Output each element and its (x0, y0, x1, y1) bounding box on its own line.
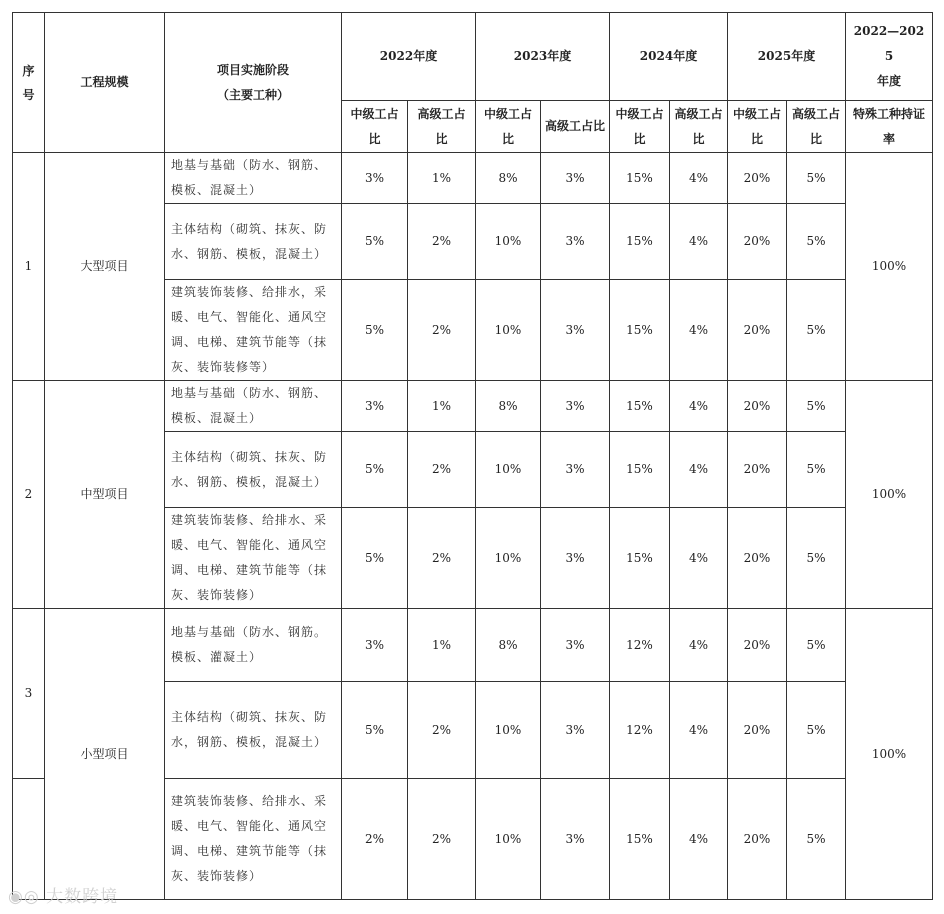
header-year-2023: 2023年度 (476, 13, 610, 101)
value-cell: 10% (476, 508, 541, 609)
value-cell: 1% (408, 381, 476, 432)
value-cell: 20% (728, 153, 787, 204)
value-cell: 3% (541, 153, 610, 204)
header-stage-sub: （主要工种） (216, 87, 289, 102)
value-cell: 2% (408, 204, 476, 280)
stage-cell: 建筑装饰装修、给排水、采暖、电气、智能化、通风空调、电梯、建筑节能等（抹灰、装饰装修） (165, 508, 342, 609)
header-period-line1: 2022—202 (853, 24, 925, 38)
value-cell: 8% (476, 609, 541, 682)
value-cell: 3% (541, 204, 610, 280)
stage-cell: 主体结构（砌筑、抹灰、防水、钢筋、模板，混凝土） (165, 204, 342, 280)
high-share-label: 高级工占比 (674, 106, 723, 146)
value-cell: 2% (408, 682, 476, 779)
value-cell: 15% (610, 280, 670, 381)
header-high-share-2022 (408, 101, 476, 153)
value-cell: 12% (610, 682, 670, 779)
stage-cell: 地基与基础（防水、钢筋、模板、混凝土） (165, 153, 342, 204)
value-cell: 8% (476, 153, 541, 204)
seq-cell: 1 (13, 153, 45, 381)
value-cell: 15% (610, 432, 670, 508)
value-cell: 5% (342, 432, 408, 508)
value-cell: 20% (728, 682, 787, 779)
value-cell: 4% (670, 280, 728, 381)
value-cell: 3% (541, 508, 610, 609)
value-cell: 15% (610, 204, 670, 280)
cert-rate-cell: 100% (846, 153, 933, 381)
value-cell: 3% (541, 280, 610, 381)
cert-rate-cell: 100% (846, 381, 933, 609)
header-mid-share-2024 (610, 101, 670, 153)
special-cert-label: 特殊工种持证率 (853, 106, 926, 146)
value-cell: 12% (610, 609, 670, 682)
cert-rate-cell: 100% (846, 609, 933, 900)
value-cell: 4% (670, 381, 728, 432)
value-cell: 10% (476, 682, 541, 779)
mid-share-label: 中级工占比 (484, 106, 533, 146)
watermark-text: 大数跨境 (46, 887, 119, 907)
value-cell: 20% (728, 280, 787, 381)
value-cell: 2% (408, 508, 476, 609)
value-cell: 10% (476, 779, 541, 900)
header-seq-label: 序号 (22, 63, 35, 102)
value-cell: 2% (408, 280, 476, 381)
header-row-years (13, 13, 933, 101)
stage-cell: 主体结构（砌筑、抹灰、防水，钢筋、模板，混凝土） (165, 682, 342, 779)
header-period (846, 13, 933, 101)
value-cell: 5% (787, 204, 846, 280)
watermark-icon: ◉◎ (8, 887, 40, 907)
value-cell: 2% (408, 779, 476, 900)
scale-cell: 中型项目 (45, 381, 165, 609)
value-cell: 4% (670, 609, 728, 682)
seq-cell: 3 (13, 609, 45, 779)
value-cell: 5% (787, 508, 846, 609)
value-cell: 15% (610, 508, 670, 609)
header-mid-share-2023 (476, 101, 541, 153)
mid-share-label: 中级工占比 (615, 106, 664, 146)
value-cell: 3% (541, 682, 610, 779)
value-cell: 4% (670, 779, 728, 900)
value-cell: 5% (342, 280, 408, 381)
value-cell: 3% (541, 609, 610, 682)
value-cell: 5% (787, 432, 846, 508)
header-year-2024: 2024年度 (610, 13, 728, 101)
value-cell: 5% (787, 280, 846, 381)
value-cell: 3% (541, 779, 610, 900)
value-cell: 20% (728, 508, 787, 609)
value-cell: 15% (610, 153, 670, 204)
header-scale: 工程规模 (45, 13, 165, 153)
value-cell: 3% (342, 609, 408, 682)
value-cell: 3% (342, 381, 408, 432)
stage-cell: 主体结构（砌筑、抹灰、防水、钢筋、模板，混凝土） (165, 432, 342, 508)
value-cell: 8% (476, 381, 541, 432)
value-cell: 10% (476, 432, 541, 508)
value-cell: 5% (342, 682, 408, 779)
value-cell: 4% (670, 508, 728, 609)
value-cell: 15% (610, 779, 670, 900)
mid-share-label: 中级工占比 (733, 106, 782, 146)
mid-share-label: 中级工占比 (350, 106, 399, 146)
value-cell: 5% (787, 381, 846, 432)
table-row (13, 609, 933, 682)
header-year-2022: 2022年度 (342, 13, 476, 101)
scale-cell: 大型项目 (45, 153, 165, 381)
value-cell: 4% (670, 204, 728, 280)
value-cell: 1% (408, 609, 476, 682)
header-year-2025: 2025年度 (728, 13, 846, 101)
watermark (8, 882, 118, 907)
header-period-line3: 年度 (876, 74, 901, 88)
value-cell: 2% (342, 779, 408, 900)
value-cell: 3% (342, 153, 408, 204)
stage-cell: 建筑装饰装修、给排水，采暖、电气、智能化、通风空调、电梯、建筑节能等（抹灰、装饰装修等） (165, 280, 342, 381)
value-cell: 5% (787, 609, 846, 682)
value-cell: 20% (728, 381, 787, 432)
value-cell: 5% (787, 153, 846, 204)
value-cell: 10% (476, 280, 541, 381)
value-cell: 15% (610, 381, 670, 432)
value-cell: 3% (541, 432, 610, 508)
header-period-line2: 5 (884, 49, 894, 63)
header-high-share-2024 (670, 101, 728, 153)
labor-ratio-table (12, 12, 933, 900)
scale-cell: 小型项目 (45, 609, 165, 900)
value-cell: 4% (670, 432, 728, 508)
value-cell: 4% (670, 682, 728, 779)
value-cell: 20% (728, 204, 787, 280)
value-cell: 4% (670, 153, 728, 204)
value-cell: 5% (342, 204, 408, 280)
high-share-label: 高级工占比 (417, 106, 466, 146)
value-cell: 10% (476, 204, 541, 280)
stage-cell: 地基与基础（防水、钢筋、模板、混凝土） (165, 381, 342, 432)
value-cell: 1% (408, 153, 476, 204)
value-cell: 5% (787, 779, 846, 900)
header-seq (13, 13, 45, 153)
high-share-label: 高级工占比 (792, 106, 841, 146)
table-row (13, 153, 933, 204)
value-cell: 20% (728, 779, 787, 900)
table-row (13, 381, 933, 432)
seq-cell: 2 (13, 381, 45, 609)
header-mid-share-2025 (728, 101, 787, 153)
value-cell: 3% (541, 381, 610, 432)
header-stage-label: 项目实施阶段 (216, 62, 289, 77)
header-mid-share-2022 (342, 101, 408, 153)
value-cell: 5% (342, 508, 408, 609)
stage-cell: 地基与基础（防水、钢筋。模板、灌凝土） (165, 609, 342, 682)
header-stage (165, 13, 342, 153)
value-cell: 20% (728, 609, 787, 682)
high-share-label: 高级工占比 (544, 119, 605, 133)
header-high-share-2023 (541, 101, 610, 153)
value-cell: 2% (408, 432, 476, 508)
value-cell: 5% (787, 682, 846, 779)
value-cell: 20% (728, 432, 787, 508)
stage-cell: 建筑装饰装修、给排水、采暖、电气、智能化、通风空调、电梯、建筑节能等（抹灰、装饰装修） (165, 779, 342, 900)
header-special-cert (846, 101, 933, 153)
header-high-share-2025 (787, 101, 846, 153)
